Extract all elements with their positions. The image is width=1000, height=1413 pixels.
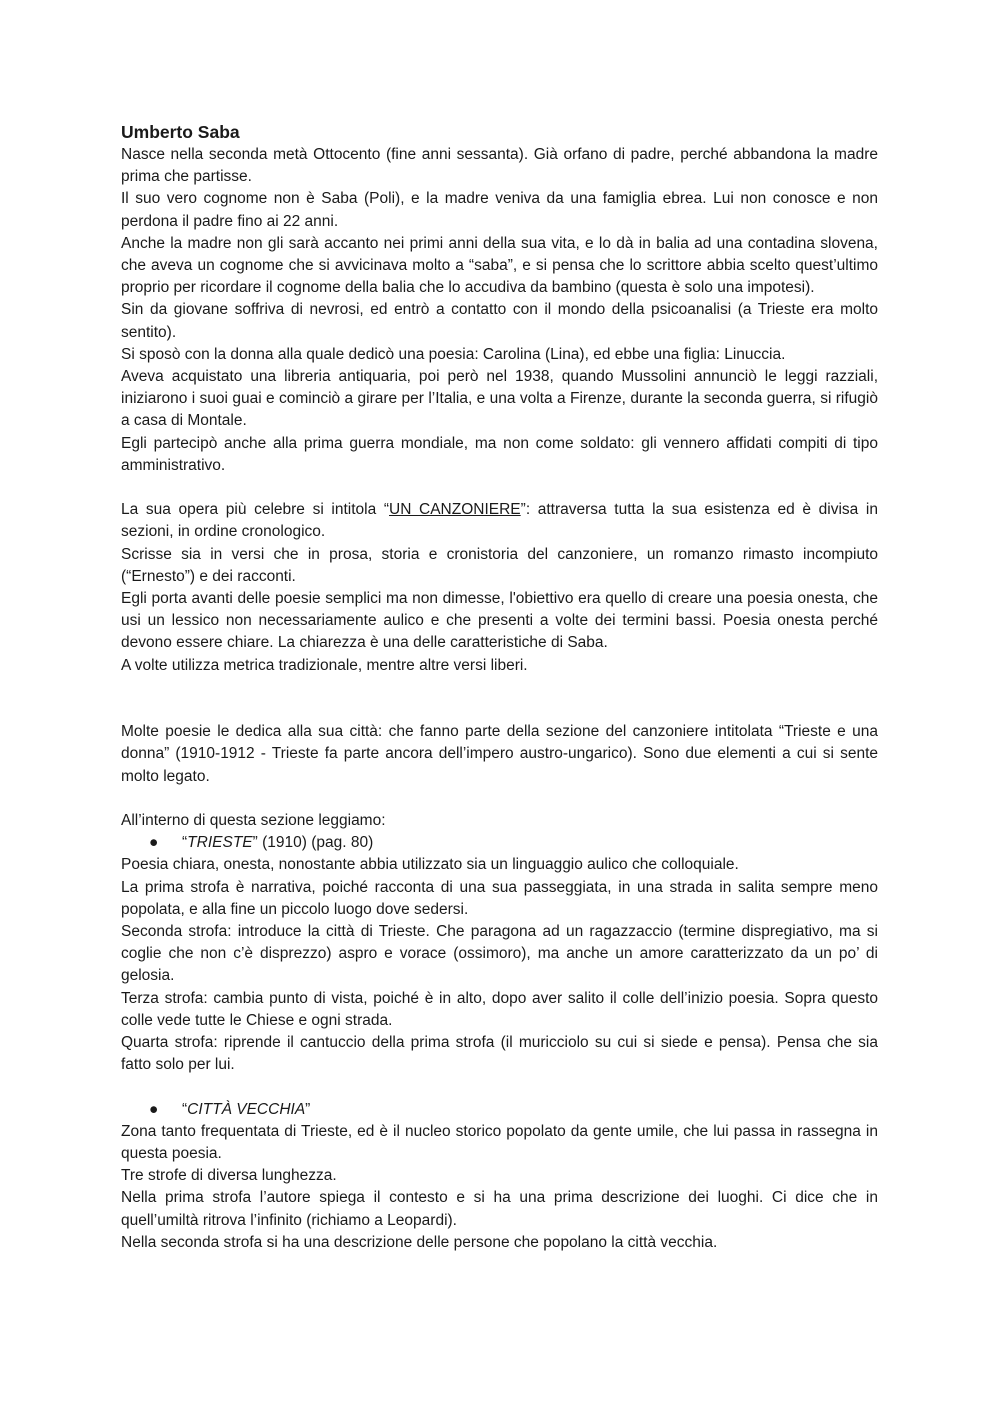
intro-paragraph: Aveva acquistato una libreria antiquaria, poi però nel 1938, quando Mussolini annunciò le leggi razziali, iniziarono i suoi guai e cominciò a girare per l’Italia, e una volta a Firenze, durante la seconda guerra, si rifugiò a casa di Montale. [121,368,878,430]
spacer [121,1076,878,1098]
bullet-icon: ● [149,834,159,852]
opera-paragraph: Egli porta avanti delle poesie semplici ma non dimesse, l'obiettivo era quello di creare una poesia onesta, che usi un lessico non necessariamente aulico e che presenti a volte dei termini bassi. Poesia onesta perché devono essere chiare. La chiarezza è una delle caratteristiche di Saba. [121,590,878,652]
opera-paragraph [121,499,878,543]
poem-bullet-trieste [121,832,878,854]
opera-paragraph: Scrisse sia in versi che in prosa, storia e cronistoria del canzoniere, un romanzo rimasto incompiuto (“Ernesto”) e dei racconti. [121,545,878,585]
intro-paragraph: Il suo vero cognome non è Saba (Poli), e la madre veniva da una famiglia ebrea. Lui non conosce e non perdona il padre fino ai 22 anni. [121,190,878,230]
section-intro: All’interno di questa sezione leggiamo: [121,812,386,830]
intro-paragraph: Egli partecipò anche alla prima guerra mondiale, ma non come soldato: gli vennero affidati compiti di tipo amministrativo. [121,434,878,474]
poem-meta: ” [305,1100,311,1118]
bullet-icon: ● [149,1100,159,1118]
poem-open-quote: “ [182,834,188,852]
spacer [121,788,878,810]
poem-bullet-citta-vecchia [121,1099,878,1121]
poem-title: TRIESTE [187,834,253,852]
poem-note: Seconda strofa: introduce la città di Trieste. Che paragona ad un ragazzaccio (termine dispregiativo, ma si coglie che non c’è disprezzo) aspro e vorace (ossimoro), ma anche un amore caratterizzato da un po’ di gelosia. [121,923,878,985]
poem-open-quote: “ [182,1100,188,1118]
city-paragraph: Molte poesie le dedica alla sua città: che fanno parte della sezione del canzoniere intitolata “Trieste e una donna” (1910-1912 - Trieste fa parte ancora dell’impero austro-ungarico). Sono due elementi a cui si sente molto legato. [121,723,878,785]
intro-paragraph: Sin da giovane soffriva di nevrosi, ed entrò a contatto con il mondo della psicoanalisi (a Trieste era molto sentito). [121,301,878,341]
opera-text-after: ”: attraversa tutta la sua esistenza ed è divisa in sezioni, in ordine cronologico. [121,501,878,541]
intro-paragraph: Si sposò con la donna alla quale dedicò una poesia: Carolina (Lina), ed ebbe una figlia: Linuccia. [121,345,786,363]
spacer [121,477,878,499]
poem-note: La prima strofa è narrativa, poiché racconta di una sua passeggiata, in una strada in salita sempre meno popolata, e alla fine un piccolo luogo dove sedersi. [121,878,878,918]
opera-paragraph: A volte utilizza metrica tradizionale, mentre altre versi liberi. [121,656,528,674]
opera-title-underlined: UN CANZONIERE [389,501,521,519]
poem-note: Quarta strofa: riprende il cantuccio della prima strofa (il muricciolo su cui si siede e pensa). Pensa che sia fatto solo per lui. [121,1034,878,1074]
poem-note: Zona tanto frequentata di Trieste, ed è il nucleo storico popolato da gente umile, che lui passa in rassegna in questa poesia. [121,1122,878,1163]
poem-note: Nella prima strofa l’autore spiega il contesto e si ha una prima descrizione dei luoghi. Ci dice che in quell’umiltà ritrova l’infinito (richiamo a Leopardi). [121,1189,878,1229]
poem-meta: ” (1910) (pag. 80) [252,834,374,852]
poem-note: Poesia chiara, onesta, nonostante abbia utilizzato sia un linguaggio aulico che colloquiale. [121,856,739,874]
poem-note: Tre strofe di diversa lunghezza. [121,1167,337,1185]
poem-title: CITTÀ VECCHIA [187,1100,306,1118]
poem-note: Nella seconda strofa si ha una descrizione delle persone che popolano la città vecchia. [121,1233,718,1251]
document-page [121,120,878,1254]
intro-paragraph: Anche la madre non gli sarà accanto nei primi anni della sua vita, e lo dà in balia ad una contadina slovena, che aveva un cognome che si avvicinava molto a “saba”, e si pensa che lo scrittore abbia scelto quest’ultimo proprio per ricordare il cognome della balia che lo accudiva da bambino (questa è solo una impotesi). [121,234,878,297]
document-title: Umberto Saba [121,122,240,142]
spacer [121,677,878,721]
poem-note: Terza strofa: cambia punto di vista, poiché è in alto, dopo aver salito il colle dell’inizio poesia. Sopra questo colle vede tutte le Chiese e ogni strada. [121,989,878,1029]
opera-text-before: La sua opera più celebre si intitola “ [121,501,389,519]
intro-paragraph: Nasce nella seconda metà Ottocento (fine anni sessanta). Già orfano di padre, perché abbandona la madre prima che partisse. [121,146,878,186]
